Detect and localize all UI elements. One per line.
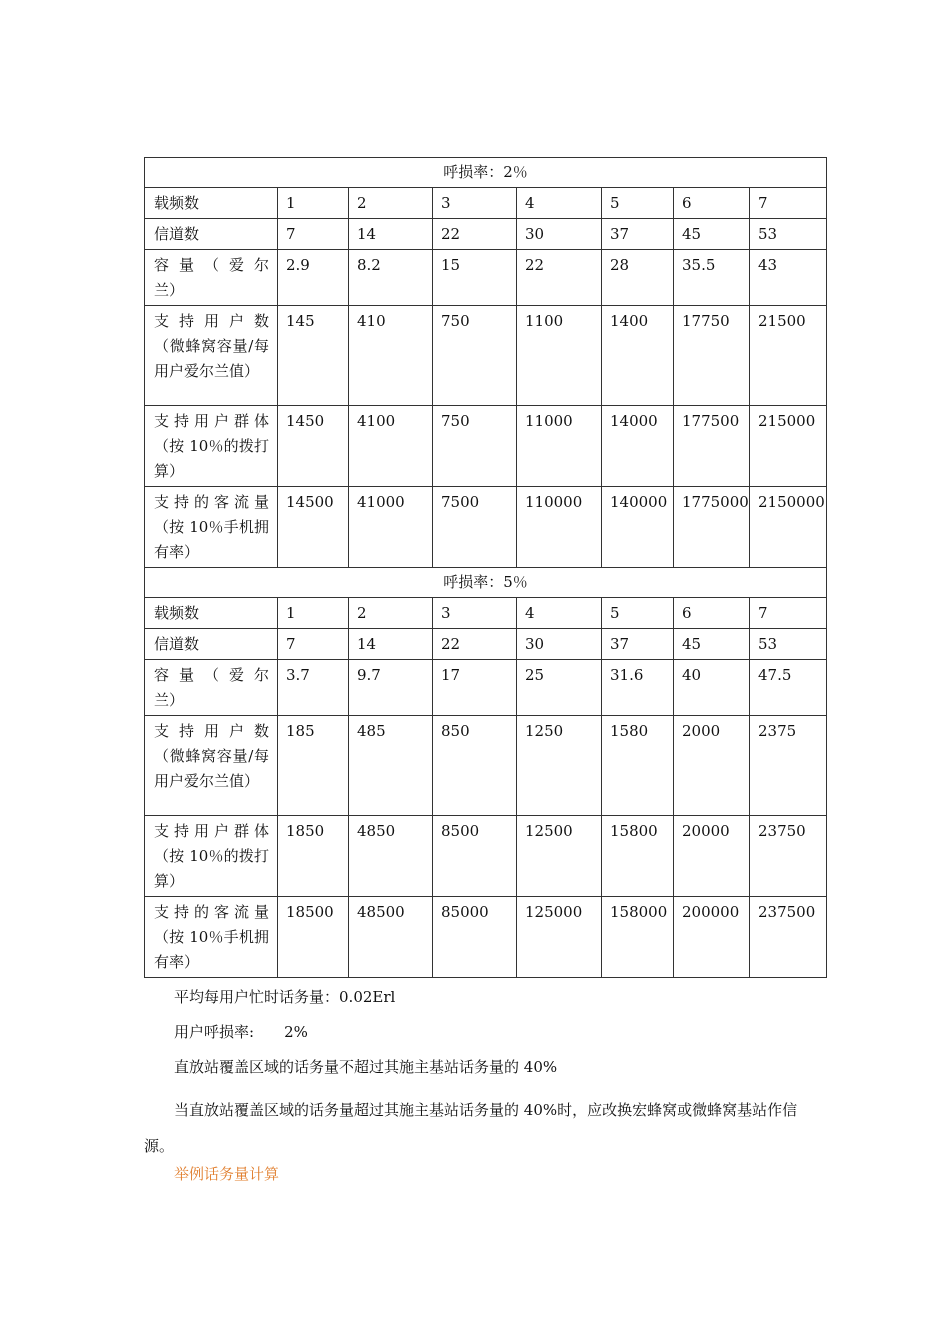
table-cell: 15800 (602, 816, 674, 897)
table-cell: 850 (433, 716, 517, 816)
table-cell: 20000 (674, 816, 750, 897)
table-cell: 21500 (750, 306, 827, 406)
table-cell: 45 (674, 629, 750, 660)
table-cell: 30 (517, 629, 602, 660)
table-cell: 410 (349, 306, 433, 406)
table-cell: 750 (433, 306, 517, 406)
table-cell: 2.9 (278, 250, 349, 306)
table-cell: 45 (674, 219, 750, 250)
call-loss-value: 2% (284, 1023, 308, 1041)
table-cell: 14 (349, 219, 433, 250)
table-row (145, 306, 827, 406)
table-cell: 2 (349, 598, 433, 629)
table-cell: 22 (517, 250, 602, 306)
example-heading: 举例话务量计算 (174, 1165, 280, 1183)
table-cell: 40 (674, 660, 750, 716)
table-cell: 48500 (349, 897, 433, 978)
table-cell: 23750 (750, 816, 827, 897)
table-cell: 110000 (517, 487, 602, 568)
table-cell: 35.5 (674, 250, 750, 306)
table-section-2-percent (145, 158, 827, 568)
table-cell: 15 (433, 250, 517, 306)
row-label: 支持用户群体（按 10％的拨打算） (145, 816, 278, 897)
table-cell: 7 (278, 629, 349, 660)
call-loss-label: 用户呼损率: (174, 1023, 255, 1041)
table-cell: 53 (750, 629, 827, 660)
table-cell: 7 (750, 598, 827, 629)
row-label: 信道数 (145, 219, 278, 250)
table-cell: 4850 (349, 816, 433, 897)
table-row (145, 629, 827, 660)
table-cell: 22 (433, 629, 517, 660)
table-cell: 125000 (517, 897, 602, 978)
row-label: 载频数 (145, 188, 278, 219)
table-cell: 9.7 (349, 660, 433, 716)
table-row (145, 406, 827, 487)
avg-traffic-paragraph: 平均每用户忙时话务量：0.02Erl (174, 988, 396, 1006)
table-cell: 1580 (602, 716, 674, 816)
table-cell: 25 (517, 660, 602, 716)
table-cell: 3 (433, 598, 517, 629)
table-cell: 30 (517, 219, 602, 250)
table-cell: 145 (278, 306, 349, 406)
table-cell: 4100 (349, 406, 433, 487)
row-label: 容 量 （ 爱 尔 兰） (145, 250, 278, 306)
table-cell: 47.5 (750, 660, 827, 716)
section-title-row (145, 568, 827, 598)
table-cell: 41000 (349, 487, 433, 568)
table-cell: 1250 (517, 716, 602, 816)
table-cell: 22 (433, 219, 517, 250)
table-cell: 1400 (602, 306, 674, 406)
table-cell: 7 (750, 188, 827, 219)
table-cell: 37 (602, 219, 674, 250)
table-section-5-percent (145, 568, 827, 978)
row-label: 信道数 (145, 629, 278, 660)
row-label: 载频数 (145, 598, 278, 629)
repeater-limit-paragraph: 直放站覆盖区域的话务量不超过其施主基站话务量的 40% (174, 1058, 558, 1076)
table-cell: 4 (517, 598, 602, 629)
table-cell: 85000 (433, 897, 517, 978)
table-cell: 1 (278, 598, 349, 629)
table-cell: 1850 (278, 816, 349, 897)
table-cell: 237500 (750, 897, 827, 978)
table-cell: 185 (278, 716, 349, 816)
table-cell: 14000 (602, 406, 674, 487)
table-cell: 12500 (517, 816, 602, 897)
section-title-row (145, 158, 827, 188)
table-cell: 200000 (674, 897, 750, 978)
table-cell: 8.2 (349, 250, 433, 306)
table-cell: 4 (517, 188, 602, 219)
table-cell: 485 (349, 716, 433, 816)
table-cell: 215000 (750, 406, 827, 487)
table-cell: 6 (674, 598, 750, 629)
row-label: 容 量 （ 爱 尔 兰） (145, 660, 278, 716)
section-title: 呼损率：5％ (145, 568, 827, 598)
table-cell: 2375 (750, 716, 827, 816)
table-row (145, 897, 827, 978)
table-cell: 3.7 (278, 660, 349, 716)
table-cell: 8500 (433, 816, 517, 897)
table-cell: 14500 (278, 487, 349, 568)
call-loss-capacity-table (144, 157, 827, 978)
table-cell: 5 (602, 598, 674, 629)
table-cell: 3 (433, 188, 517, 219)
table-row (145, 487, 827, 568)
table-cell: 18500 (278, 897, 349, 978)
row-label: 支持用户群体（按 10％的拨打算） (145, 406, 278, 487)
table-cell: 2150000 (750, 487, 827, 568)
table-cell: 17 (433, 660, 517, 716)
table-cell: 6 (674, 188, 750, 219)
table-cell: 37 (602, 629, 674, 660)
table-row (145, 188, 827, 219)
table-cell: 7500 (433, 487, 517, 568)
table-row (145, 660, 827, 716)
table-cell: 28 (602, 250, 674, 306)
table-cell: 1775000 (674, 487, 750, 568)
table-cell: 14 (349, 629, 433, 660)
table-cell: 2 (349, 188, 433, 219)
table-row (145, 716, 827, 816)
table-cell: 1450 (278, 406, 349, 487)
table-cell: 140000 (602, 487, 674, 568)
table-cell: 7 (278, 219, 349, 250)
table-cell: 31.6 (602, 660, 674, 716)
table-cell: 2000 (674, 716, 750, 816)
table-cell: 1100 (517, 306, 602, 406)
table-cell: 11000 (517, 406, 602, 487)
row-label: 支持的客流量（按 10％手机拥有率） (145, 487, 278, 568)
table-cell: 43 (750, 250, 827, 306)
section-title: 呼损率：2％ (145, 158, 827, 188)
table-cell: 750 (433, 406, 517, 487)
repeater-switch-paragraph: 当直放站覆盖区域的话务量超过其施主基站话务量的 40%时，应改换宏蜂窝或微蜂窝基站作信源。 (144, 1101, 798, 1155)
table-cell: 177500 (674, 406, 750, 487)
table-row (145, 250, 827, 306)
row-label: 支 持 用 户 数（微蜂窝容量/每用户爱尔兰值） (145, 716, 278, 816)
table-cell: 158000 (602, 897, 674, 978)
table-cell: 17750 (674, 306, 750, 406)
row-label: 支持的客流量（按 10％手机拥有率） (145, 897, 278, 978)
table-cell: 53 (750, 219, 827, 250)
table-row (145, 598, 827, 629)
call-loss-paragraph (144, 1021, 804, 1043)
row-label: 支 持 用 户 数（微蜂窝容量/每用户爱尔兰值） (145, 306, 278, 406)
table-cell: 1 (278, 188, 349, 219)
table-row (145, 219, 827, 250)
table-cell: 5 (602, 188, 674, 219)
table-row (145, 816, 827, 897)
